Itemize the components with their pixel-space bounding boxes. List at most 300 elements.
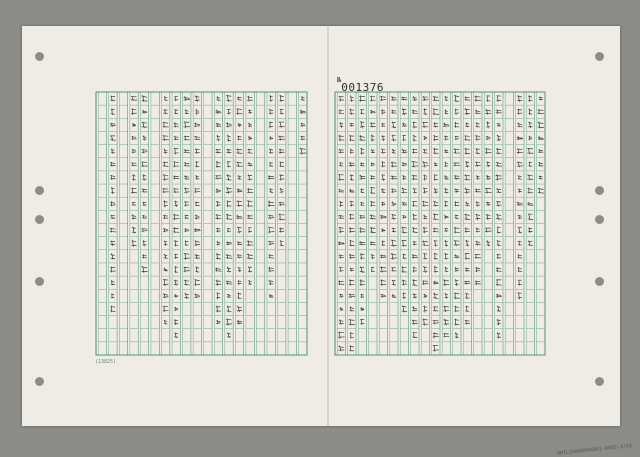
handwriting-stroke bbox=[444, 319, 449, 325]
handwriting-stroke bbox=[339, 96, 344, 101]
handwriting-stroke bbox=[111, 96, 115, 101]
handwriting-stroke bbox=[517, 162, 522, 168]
handwriting-stroke bbox=[184, 253, 190, 259]
handwriting-stroke bbox=[184, 162, 189, 166]
handwriting-stroke bbox=[237, 162, 243, 167]
handwriting-stroke bbox=[279, 149, 284, 154]
handwriting-stroke bbox=[538, 110, 544, 114]
handwriting-stroke bbox=[339, 189, 344, 192]
handwriting-stroke bbox=[110, 267, 115, 272]
handwriting-stroke bbox=[238, 281, 241, 285]
handwriting-stroke bbox=[111, 254, 115, 260]
handwriting-stroke bbox=[195, 202, 199, 206]
handwriting-stroke bbox=[529, 136, 532, 140]
handwriting-stroke bbox=[423, 122, 428, 128]
handwriting-stroke bbox=[455, 136, 458, 140]
handwriting-stroke bbox=[339, 346, 344, 351]
handwriting-stroke bbox=[185, 110, 188, 114]
handwriting-stroke bbox=[476, 176, 479, 180]
handwriting-stroke bbox=[339, 255, 343, 259]
handwriting-stroke bbox=[339, 149, 344, 153]
handwriting-stroke bbox=[226, 281, 232, 284]
handwriting-stroke bbox=[485, 228, 491, 232]
handwriting-stroke bbox=[476, 267, 481, 272]
handwriting-stroke bbox=[370, 215, 375, 219]
handwriting-stroke bbox=[164, 320, 167, 324]
handwriting-stroke bbox=[518, 109, 523, 114]
handwriting-stroke bbox=[269, 294, 273, 297]
handwriting-stroke bbox=[475, 110, 480, 114]
handwriting-stroke bbox=[486, 136, 490, 140]
sheet-code: (13825) bbox=[95, 359, 117, 365]
handwriting-stroke bbox=[496, 294, 501, 297]
handwriting-stroke bbox=[455, 189, 459, 193]
handwriting-stroke bbox=[391, 240, 396, 246]
handwriting-stroke bbox=[402, 306, 407, 312]
handwriting-stroke bbox=[110, 162, 115, 166]
handwriting-stroke bbox=[445, 228, 448, 231]
handwriting-stroke bbox=[496, 175, 502, 181]
handwriting-stroke bbox=[350, 332, 353, 338]
handwriting-stroke bbox=[413, 267, 416, 272]
handwriting-stroke bbox=[339, 227, 343, 233]
handwriting-stroke bbox=[497, 135, 501, 141]
handwriting-stroke bbox=[423, 188, 427, 193]
handwriting-stroke bbox=[111, 109, 114, 115]
handwriting-stroke bbox=[382, 135, 385, 140]
handwriting-stroke bbox=[249, 227, 252, 232]
handwriting-stroke bbox=[392, 268, 397, 272]
handwriting-stroke bbox=[465, 281, 470, 284]
handwriting-stroke bbox=[434, 281, 439, 284]
handwriting-stroke bbox=[371, 201, 375, 206]
handwriting-stroke bbox=[382, 241, 385, 246]
handwriting-stroke bbox=[371, 187, 376, 193]
handwriting-stroke bbox=[455, 306, 459, 312]
handwriting-stroke bbox=[268, 227, 274, 233]
handwriting-stroke bbox=[424, 254, 427, 260]
handwriting-stroke bbox=[237, 109, 243, 115]
handwriting-stroke bbox=[184, 280, 189, 285]
handwriting-stroke bbox=[174, 162, 179, 167]
handwriting-stroke bbox=[132, 215, 136, 219]
handwriting-stroke bbox=[269, 255, 274, 259]
handwriting-stroke bbox=[445, 293, 448, 298]
handwriting-stroke bbox=[360, 254, 364, 259]
handwriting-stroke bbox=[518, 241, 521, 245]
handwriting-stroke bbox=[402, 280, 407, 285]
handwriting-stroke bbox=[496, 280, 501, 286]
handwriting-stroke bbox=[422, 201, 428, 206]
handwriting-stroke bbox=[434, 188, 438, 193]
handwriting-stroke bbox=[539, 176, 543, 179]
handwriting-stroke bbox=[174, 320, 178, 325]
handwriting-stroke bbox=[185, 241, 188, 246]
handwriting-stroke bbox=[110, 123, 115, 126]
handwriting-stroke bbox=[434, 122, 438, 127]
handwriting-stroke bbox=[132, 240, 136, 246]
handwriting-stroke bbox=[227, 201, 231, 207]
handwriting-stroke bbox=[237, 320, 242, 324]
handwriting-stroke bbox=[454, 241, 460, 246]
handwriting-stroke bbox=[131, 97, 137, 101]
handwriting-stroke bbox=[339, 110, 344, 114]
handwriting-stroke bbox=[142, 149, 147, 153]
handwriting-stroke bbox=[248, 149, 252, 153]
handwriting-stroke bbox=[238, 267, 241, 271]
handwriting-stroke bbox=[445, 201, 448, 207]
handwriting-stroke bbox=[445, 162, 448, 167]
handwriting-stroke bbox=[111, 136, 116, 141]
handwriting-stroke bbox=[454, 293, 459, 299]
handwriting-stroke bbox=[476, 123, 479, 128]
handwriting-stroke bbox=[475, 189, 480, 192]
handwriting-stroke bbox=[164, 268, 168, 271]
handwriting-stroke bbox=[381, 255, 387, 258]
handwriting-stroke bbox=[361, 202, 364, 205]
handwriting-stroke bbox=[164, 149, 167, 153]
handwriting-stroke bbox=[195, 149, 199, 154]
handwriting-stroke bbox=[339, 294, 343, 297]
handwriting-stroke bbox=[184, 267, 190, 272]
handwriting-stroke bbox=[423, 227, 427, 233]
handwriting-stroke bbox=[413, 294, 417, 299]
handwriting-stroke bbox=[444, 175, 448, 179]
handwriting-stroke bbox=[196, 109, 199, 114]
handwriting-stroke bbox=[248, 267, 252, 272]
handwriting-stroke bbox=[361, 189, 364, 193]
handwriting-stroke bbox=[391, 162, 397, 167]
handwriting-stroke bbox=[237, 306, 242, 312]
handwriting-stroke bbox=[370, 227, 375, 233]
handwriting-stroke bbox=[433, 333, 438, 338]
handwriting-stroke bbox=[217, 97, 220, 101]
handwriting-stroke bbox=[485, 149, 491, 154]
handwriting-stroke bbox=[217, 135, 220, 141]
handwriting-stroke bbox=[433, 148, 438, 154]
handwriting-stroke bbox=[361, 307, 364, 310]
handwriting-stroke bbox=[402, 188, 407, 193]
handwriting-stroke bbox=[195, 215, 199, 219]
handwriting-stroke bbox=[280, 188, 283, 193]
handwriting-stroke bbox=[381, 189, 385, 193]
handwriting-stroke bbox=[382, 174, 385, 180]
handwriting-stroke bbox=[455, 255, 460, 258]
handwriting-stroke bbox=[412, 175, 417, 179]
handwriting-stroke bbox=[227, 109, 230, 114]
handwriting-stroke bbox=[382, 123, 385, 127]
handwriting-stroke bbox=[465, 214, 470, 220]
handwriting-stroke bbox=[227, 306, 231, 312]
handwriting-stroke bbox=[455, 280, 459, 286]
handwriting-stroke bbox=[412, 161, 418, 167]
handwriting-stroke bbox=[339, 215, 344, 218]
handwriting-stroke bbox=[371, 254, 374, 259]
handwriting-stroke bbox=[370, 242, 375, 245]
handwriting-stroke bbox=[497, 254, 501, 258]
handwriting-stroke bbox=[195, 241, 200, 246]
handwriting-stroke bbox=[195, 96, 199, 102]
handwriting-stroke bbox=[175, 110, 178, 114]
handwriting-stroke bbox=[455, 333, 458, 338]
handwriting-stroke bbox=[339, 281, 344, 285]
handwriting-stroke bbox=[424, 215, 428, 219]
handwriting-stroke bbox=[517, 136, 523, 139]
handwriting-stroke bbox=[392, 122, 396, 128]
handwriting-stroke bbox=[422, 241, 428, 246]
handwriting-stroke bbox=[391, 253, 397, 259]
handwriting-stroke bbox=[528, 228, 532, 233]
handwriting-stroke bbox=[163, 174, 168, 180]
handwriting-stroke bbox=[339, 174, 344, 180]
handwriting-stroke bbox=[496, 162, 501, 166]
handwriting-stroke bbox=[216, 110, 221, 113]
handwriting-stroke bbox=[538, 136, 543, 139]
handwriting-stroke bbox=[143, 175, 147, 181]
handwriting-stroke bbox=[350, 109, 355, 115]
handwriting-stroke bbox=[433, 345, 438, 351]
handwriting-stroke bbox=[466, 202, 469, 206]
handwriting-stroke bbox=[350, 214, 354, 219]
handwriting-stroke bbox=[174, 148, 178, 154]
handwriting-stroke bbox=[184, 150, 190, 153]
handwriting-stroke bbox=[466, 161, 470, 167]
handwriting-stroke bbox=[350, 96, 353, 102]
handwriting-stroke bbox=[133, 175, 136, 181]
handwriting-stroke bbox=[496, 110, 502, 113]
handwriting-stroke bbox=[132, 163, 137, 166]
handwriting-stroke bbox=[142, 266, 148, 272]
handwriting-stroke bbox=[340, 307, 343, 310]
handwriting-stroke bbox=[226, 242, 231, 245]
handwriting-stroke bbox=[237, 255, 242, 258]
handwriting-stroke bbox=[455, 215, 458, 219]
handwriting-stroke bbox=[195, 254, 200, 258]
handwriting-stroke bbox=[111, 149, 114, 154]
handwriting-stroke bbox=[227, 294, 230, 297]
handwriting-stroke bbox=[216, 123, 221, 127]
handwriting-stroke bbox=[455, 202, 459, 207]
handwriting-stroke bbox=[350, 201, 353, 206]
handwriting-stroke bbox=[349, 280, 354, 286]
handwriting-stroke bbox=[445, 150, 448, 153]
handwriting-stroke bbox=[433, 96, 438, 101]
handwriting-stroke bbox=[465, 148, 470, 154]
handwriting-stroke bbox=[163, 228, 168, 232]
handwriting-stroke bbox=[370, 123, 375, 127]
handwriting-stroke bbox=[497, 319, 501, 325]
handwriting-stroke bbox=[350, 149, 353, 154]
handwriting-stroke bbox=[466, 240, 469, 246]
handwriting-stroke bbox=[528, 214, 533, 220]
handwriting-stroke bbox=[143, 240, 146, 246]
handwriting-stroke bbox=[268, 215, 273, 219]
handwriting-stroke bbox=[413, 135, 416, 141]
handwriting-stroke bbox=[412, 227, 417, 232]
handwriting-stroke bbox=[497, 306, 500, 311]
handwriting-stroke bbox=[359, 242, 365, 245]
handwriting-stroke bbox=[269, 189, 272, 193]
handwriting-stroke bbox=[164, 241, 167, 246]
handwriting-stroke bbox=[248, 281, 251, 285]
handwriting-stroke bbox=[194, 228, 200, 231]
handwriting-stroke bbox=[349, 294, 355, 298]
handwriting-stroke bbox=[517, 202, 523, 205]
handwriting-stroke bbox=[237, 215, 243, 219]
handwriting-stroke bbox=[424, 175, 427, 181]
handwriting-stroke bbox=[143, 215, 147, 218]
handwriting-stroke bbox=[454, 163, 460, 166]
handwriting-stroke bbox=[185, 215, 189, 219]
handwriting-stroke bbox=[476, 201, 479, 206]
handwriting-stroke bbox=[413, 97, 417, 101]
handwriting-stroke bbox=[195, 280, 200, 286]
handwriting-stroke bbox=[248, 96, 253, 101]
handwriting-stroke bbox=[247, 215, 252, 219]
handwriting-stroke bbox=[455, 319, 459, 325]
handwriting-stroke bbox=[227, 175, 231, 181]
handwriting-stroke bbox=[174, 136, 178, 140]
handwriting-stroke bbox=[424, 306, 428, 312]
handwriting-stroke bbox=[350, 240, 354, 246]
handwriting-stroke bbox=[465, 293, 469, 299]
handwriting-stroke bbox=[433, 214, 438, 220]
archive-code: NMTL20080604001-0092-3/34 bbox=[556, 443, 632, 457]
handwriting-stroke bbox=[185, 202, 189, 207]
handwriting-stroke bbox=[403, 293, 406, 299]
handwriting-stroke bbox=[269, 109, 273, 114]
handwriting-stroke bbox=[402, 97, 407, 100]
handwriting-stroke bbox=[392, 280, 396, 285]
handwriting-stroke bbox=[487, 202, 491, 205]
handwriting-stroke bbox=[268, 201, 274, 207]
handwriting-stroke bbox=[528, 188, 533, 193]
handwriting-stroke bbox=[196, 267, 199, 273]
handwriting-stroke bbox=[380, 96, 386, 100]
handwriting-stroke bbox=[174, 122, 178, 127]
handwriting-stroke bbox=[237, 242, 241, 245]
handwriting-stroke bbox=[412, 255, 417, 259]
handwriting-stroke bbox=[216, 161, 220, 167]
handwriting-stroke bbox=[392, 135, 396, 141]
handwriting-stroke bbox=[518, 95, 523, 101]
handwriting-stroke bbox=[227, 95, 232, 101]
handwriting-stroke bbox=[370, 110, 375, 113]
serial-prefix: № bbox=[337, 76, 342, 84]
handwriting-stroke bbox=[392, 149, 395, 153]
handwriting-stroke bbox=[518, 176, 521, 180]
handwriting-stroke bbox=[423, 149, 427, 153]
handwriting-stroke bbox=[529, 95, 533, 101]
handwriting-stroke bbox=[164, 254, 167, 258]
handwriting-stroke bbox=[226, 214, 231, 219]
handwriting-stroke bbox=[195, 136, 200, 139]
handwriting-stroke bbox=[143, 136, 146, 140]
handwriting-stroke bbox=[391, 188, 396, 192]
handwriting-stroke bbox=[382, 202, 385, 206]
handwriting-stroke bbox=[445, 96, 448, 100]
handwriting-stroke bbox=[402, 163, 407, 166]
handwriting-stroke bbox=[538, 188, 544, 193]
handwriting-stroke bbox=[529, 162, 532, 166]
handwriting-stroke bbox=[392, 214, 396, 219]
handwriting-stroke bbox=[476, 214, 481, 220]
handwriting-stroke bbox=[217, 293, 220, 299]
handwriting-stroke bbox=[164, 110, 168, 114]
handwriting-stroke bbox=[227, 228, 230, 232]
handwriting-stroke bbox=[518, 123, 523, 127]
handwriting-stroke bbox=[465, 268, 469, 272]
handwriting-stroke bbox=[444, 280, 450, 286]
handwriting-stroke bbox=[132, 123, 135, 126]
handwriting-stroke bbox=[402, 227, 407, 233]
handwriting-stroke bbox=[349, 227, 354, 232]
handwriting-stroke bbox=[361, 294, 364, 298]
handwriting-stroke bbox=[163, 162, 168, 166]
handwriting-stroke bbox=[279, 214, 284, 220]
handwriting-stroke bbox=[164, 97, 167, 101]
handwriting-stroke bbox=[391, 97, 396, 101]
handwriting-stroke bbox=[279, 122, 285, 128]
handwriting-stroke bbox=[349, 135, 354, 141]
handwriting-stroke bbox=[487, 122, 490, 128]
handwriting-stroke bbox=[174, 189, 179, 193]
handwriting-stroke bbox=[465, 320, 470, 324]
handwriting-stroke bbox=[280, 95, 284, 101]
handwriting-stroke bbox=[454, 227, 460, 233]
handwriting-stroke bbox=[423, 319, 428, 325]
handwriting-stroke bbox=[360, 215, 365, 218]
handwriting-stroke bbox=[424, 294, 427, 298]
handwriting-stroke bbox=[371, 163, 374, 166]
handwriting-stroke bbox=[227, 267, 231, 272]
handwriting-stroke bbox=[518, 215, 522, 219]
handwriting-stroke bbox=[339, 135, 344, 141]
handwriting-stroke bbox=[142, 189, 147, 193]
handwriting-stroke bbox=[465, 175, 470, 180]
handwriting-stroke bbox=[518, 280, 521, 285]
handwriting-stroke bbox=[216, 280, 221, 286]
handwriting-stroke bbox=[237, 201, 242, 207]
handwriting-stroke bbox=[163, 280, 168, 286]
handwriting-stroke bbox=[163, 122, 168, 127]
handwriting-stroke bbox=[402, 149, 407, 153]
handwriting-stroke bbox=[217, 241, 220, 245]
handwriting-stroke bbox=[528, 241, 532, 246]
handwriting-stroke bbox=[185, 228, 189, 231]
handwriting-stroke bbox=[403, 215, 407, 218]
handwriting-stroke bbox=[350, 123, 354, 126]
handwriting-stroke bbox=[270, 136, 273, 139]
handwriting-stroke bbox=[238, 176, 241, 180]
handwriting-stroke bbox=[338, 242, 344, 245]
handwriting-stroke bbox=[111, 188, 114, 194]
handwriting-stroke bbox=[475, 96, 481, 101]
handwriting-stroke bbox=[163, 135, 169, 140]
handwriting-stroke bbox=[371, 176, 375, 180]
handwriting-stroke bbox=[402, 109, 406, 115]
handwriting-stroke bbox=[142, 110, 146, 113]
handwriting-stroke bbox=[350, 307, 354, 312]
handwriting-stroke bbox=[132, 149, 136, 153]
handwriting-stroke bbox=[216, 254, 220, 260]
handwriting-stroke bbox=[184, 136, 189, 140]
handwriting-stroke bbox=[216, 149, 221, 153]
handwriting-stroke bbox=[279, 228, 283, 232]
handwriting-stroke bbox=[413, 214, 417, 220]
handwriting-stroke bbox=[476, 241, 481, 245]
handwriting-stroke bbox=[163, 215, 167, 219]
